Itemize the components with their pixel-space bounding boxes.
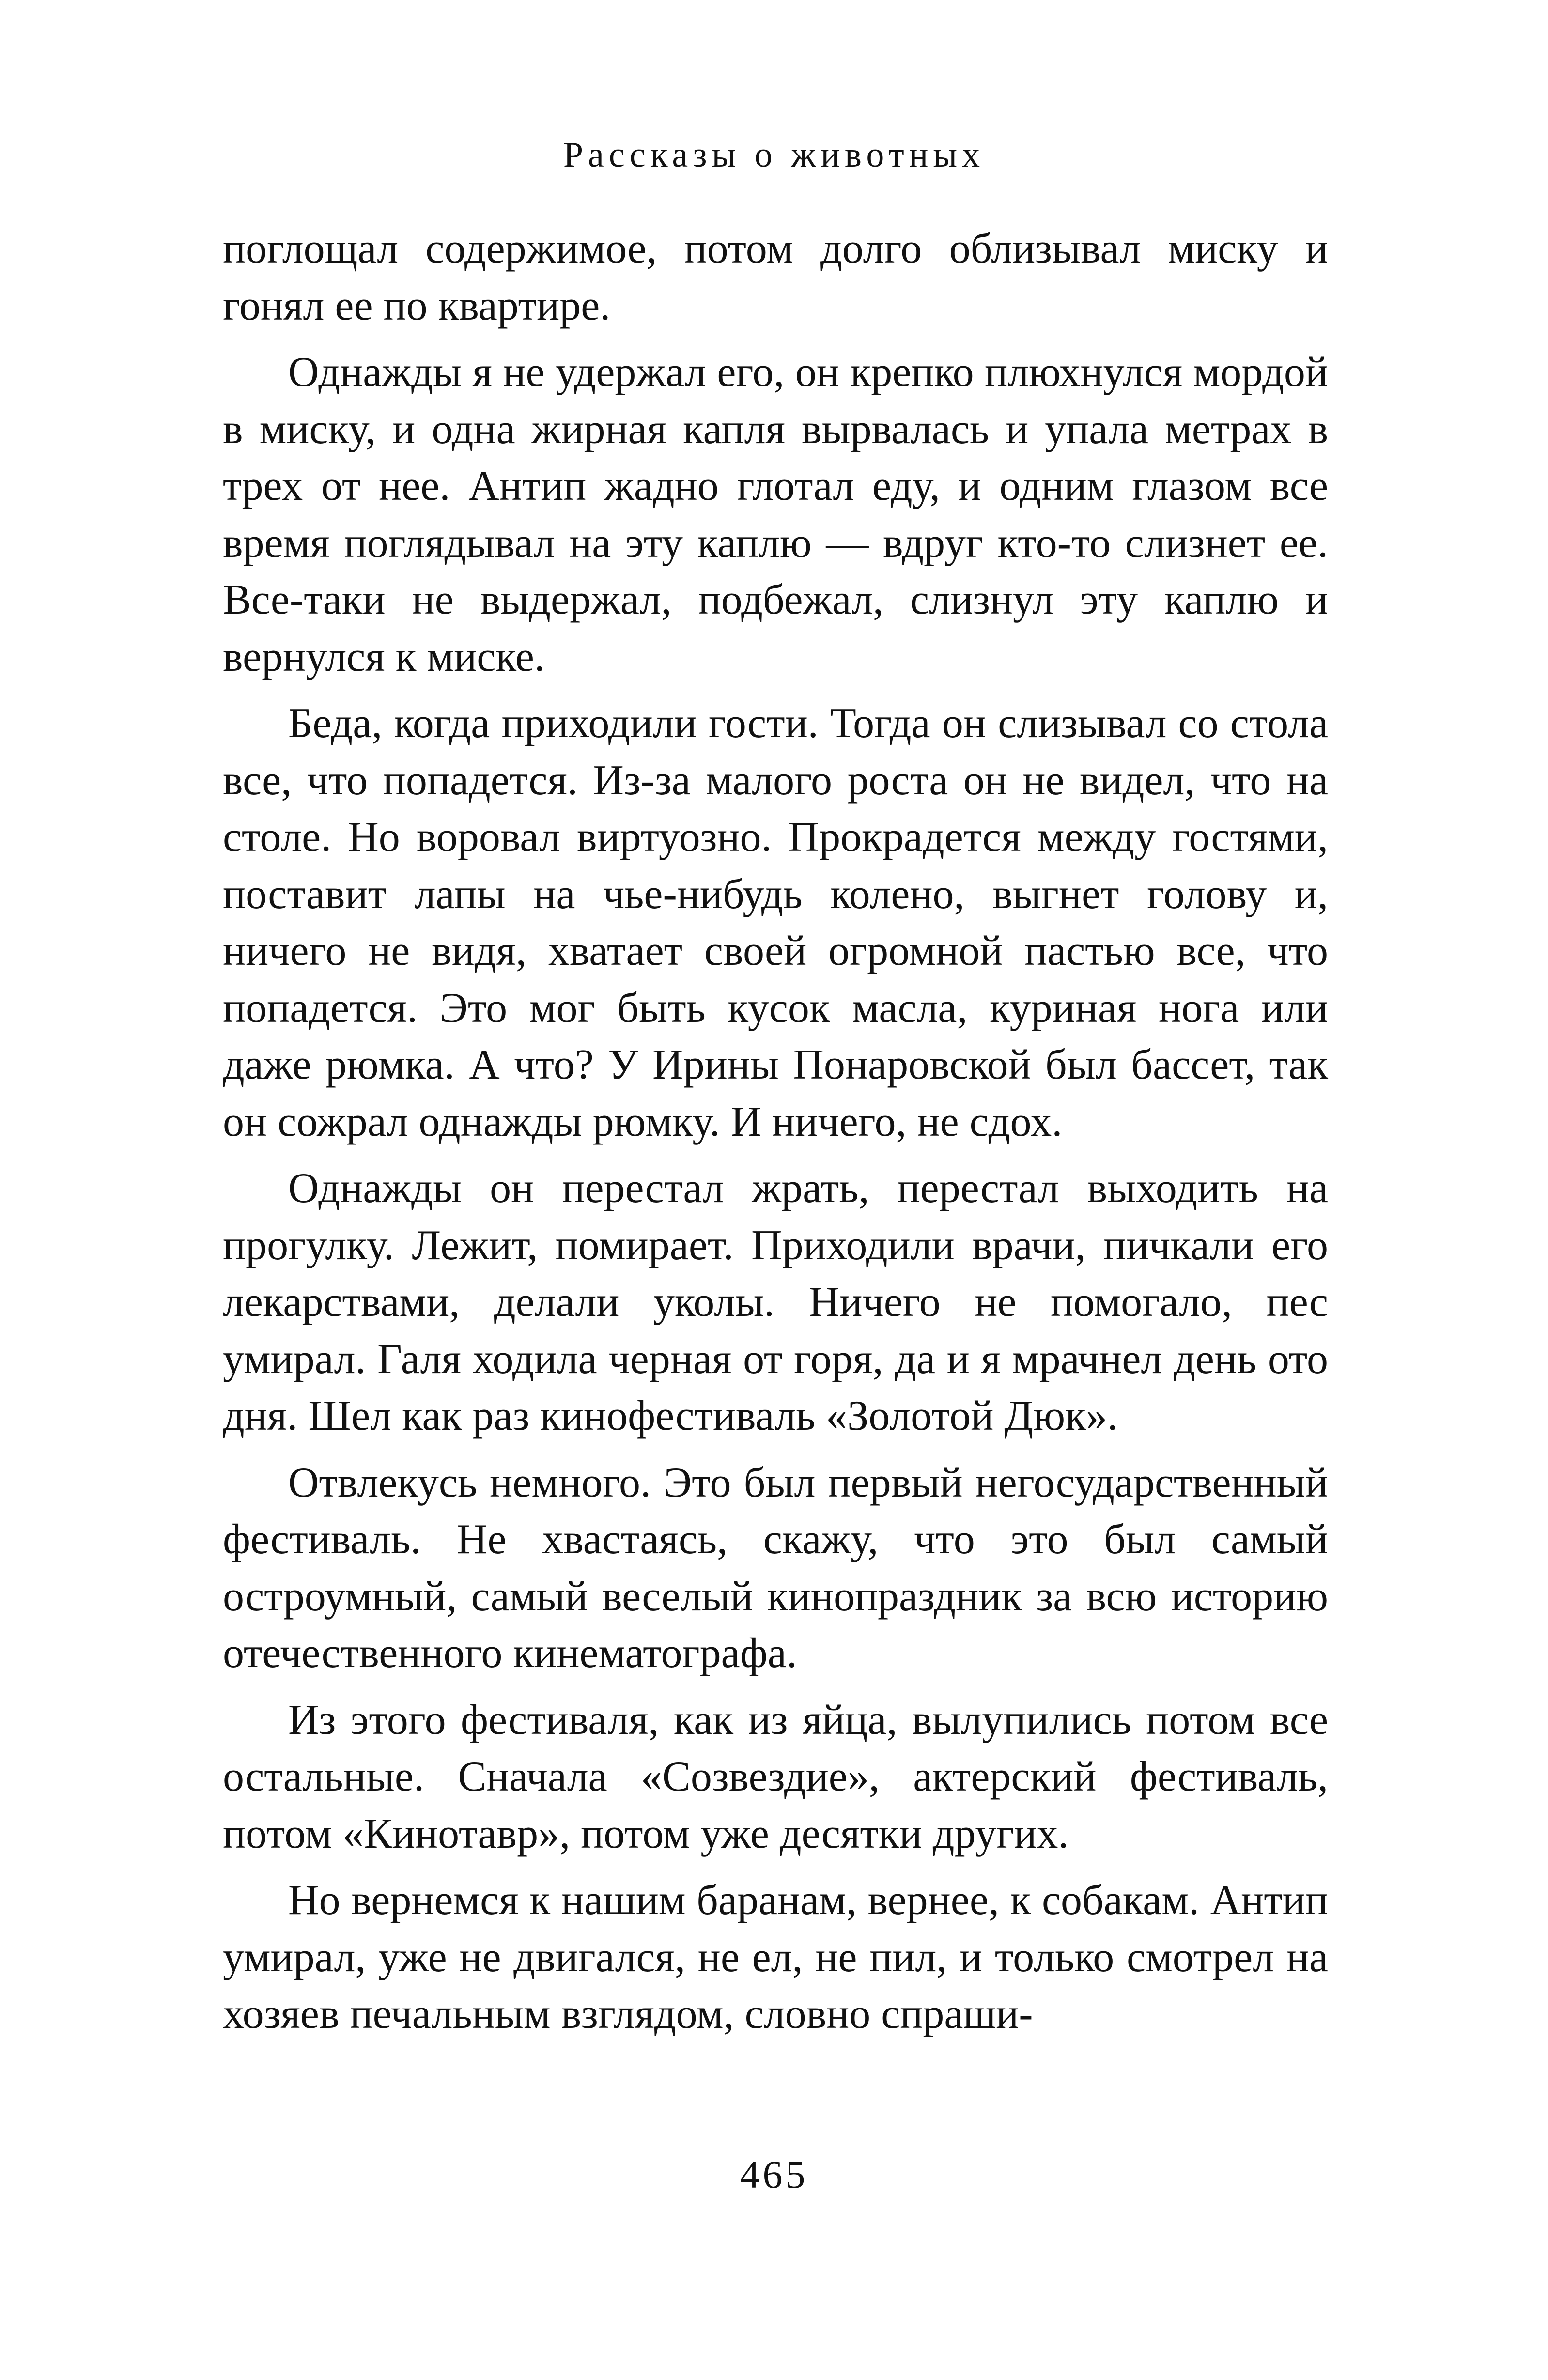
paragraph-5: Отвлекусь немного. Это был первый негосударственный фестиваль. Не хвастаясь, скажу, что это был самый остроумный, самый веселый кинопраздник за всю историю отечественного кинематографа. [223,1459,1328,1677]
body-text [223,220,1328,2053]
paragraph-2: Однажды я не удержал его, он крепко плюхнулся мордой в миску, и одна жирная капля вырвалась и упала метрах в трех от нее. Антип жадно глотал еду, и одним глазом все время поглядывал на эту каплю — вдруг кто-то слизнет ее. Все-таки не выдержал, подбежал, слизнул эту каплю и вернулся к миске. [223,349,1328,680]
running-head: Рассказы о животных [563,135,985,175]
paragraph-4: Однажды он перестал жрать, перестал выходить на прогулку. Лежит, помирает. Приходили врачи, пичкали его лекарствами, делали уколы. Ничего не помогало, пес умирал. Галя ходила черная от горя, да и я мрачнел день ото дня. Шел как раз кинофестиваль «Золотой Дюк». [223,1165,1328,1439]
paragraph-7: Но вернемся к нашим баранам, вернее, к собакам. Антип умирал, уже не двигался, не ел, не пил, и только смотрел на хозяев печальным взглядом, словно спраши- [223,1877,1328,2038]
page-number: 465 [740,2152,808,2196]
paragraph-3: Беда, когда приходили гости. Тогда он слизывал со стола все, что попадется. Из-за малого роста он не видел, что на столе. Но воровал виртуозно. Прокрадется между гостями, поставит лапы на чье-нибудь колено, выгнет голову и, ничего не видя, хватает своей огромной пастью все, что попадется. Это мог быть кусок масла, куриная нога или даже рюмка. А что? У Ирины Понаровской был бассет, так он сожрал однажды рюмку. И ничего, не сдох. [223,700,1328,1145]
paragraph-6: Из этого фестиваля, как из яйца, вылупились потом все остальные. Сначала «Созвездие», актерский фестиваль, потом «Кинотавр», потом уже десятки других. [223,1696,1328,1857]
paragraph-1: поглощал содержимое, потом долго облизывал миску и гонял ее по квартире. [223,225,1328,329]
